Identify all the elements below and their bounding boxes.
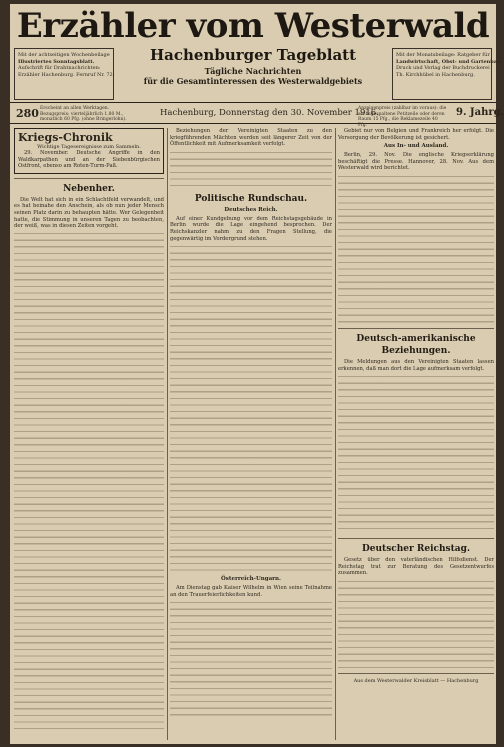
sub-heading: Österreich-Ungarn. (221, 576, 281, 583)
divider (14, 178, 164, 179)
right-info-box (392, 48, 503, 100)
right-info-line: Landwirtschaft, Obst- und Gartenbau. (396, 58, 503, 65)
text-filler (338, 374, 494, 534)
divider (338, 328, 494, 329)
newspaper-subtitle: Hachenburger Tageblatt (149, 46, 357, 64)
article-text: Gesetz über den vaterländischen Hilfsdienst. Der Reichstag trat zur Beratung des Gesetzentwurfes zusammen. (338, 557, 494, 577)
war-chronicle-subtitle: Wichtige Tagesereignisse zum Sammeln. (37, 144, 141, 150)
column-rule (335, 128, 336, 740)
text-filler (170, 600, 332, 720)
article-text: Die Meldungen aus den Vereinigten Staaten lassen erkennen, daß man dort die Lage aufmerksam verfolgt. (338, 358, 494, 372)
article-text: Gebiet nur von Belgien und Frankreich her erfolgt. Die Versorgung der Bevölkerung ist gesichert. (338, 128, 494, 141)
issue-number: 280 (16, 107, 39, 120)
left-info-line: Aufschrift für Drahtnachrichten: (18, 65, 101, 71)
text-filler (170, 150, 332, 190)
war-chronicle-text: 29. November. Deutsche Angriffe in den Waldkarpathen und an der Siebenbürgischen Ostfront, ebenso am Roten-Turm-Paß. (18, 150, 160, 170)
tagline-line-2: für die Gesamtinteressen des Westerwaldgebiets (143, 76, 363, 86)
war-chronicle-box (14, 128, 164, 174)
right-info-line: Th. Kirchhübel in Hachenburg. (396, 71, 475, 78)
left-info-line: Erzähler Hachenburg. Fernruf Nr. 72 (18, 71, 113, 78)
section-heading: Politische Rundschau. (194, 193, 308, 204)
dateline-bar (10, 102, 504, 128)
left-info-box (14, 48, 114, 100)
column-middle (170, 128, 332, 744)
newspaper-tagline (120, 66, 386, 86)
issue-date: Hachenburg, Donnerstag den 30. November 1916. (160, 108, 379, 118)
page-footer: Aus dem Westerwalder Kreisblatt — Hachenburg (353, 677, 479, 684)
masthead (10, 4, 503, 86)
article-text: Berlin, 29. Nov. Die englische Kriegserklärung beschäftigt die Presse. Hannover, 28. Nov. Aus dem Westerwald wird berichtet. (338, 152, 494, 172)
subscription-note: Erscheint an allen Werktagen. Bezugspreis: vierteljährlich 1.80 M., monatlich 60 Pfg. (ohne Bringerlohn). (40, 106, 127, 122)
volume-year: 9. Jahrg. (456, 107, 504, 118)
tagline-line-1: Tägliche Nachrichten (204, 66, 302, 76)
article-text: Am Dienstag gab Kaiser Wilhelm in Wien seine Teilnahme an den Trauerfeierlichkeiten kund. (170, 585, 332, 598)
article-heading: Nebenher. (63, 183, 115, 194)
column-rule (167, 128, 168, 740)
article-text: Die Welt hat sich in ein Schlachtfeld verwandelt, und es hat beinahe den Anschein, als ob nun jeder Mensch seinen Platz darin zu behaupten hätte. Wer Gelegenheit hatte, die Stimmung in unseren Tagen zu beobachten, der weiß, was in diesen Zeiten vorgeht. (14, 196, 164, 230)
right-info-line: Druck und Verlag der Buchdruckerei (396, 65, 490, 71)
sub-heading: Aus In- und Ausland. (383, 143, 449, 150)
newspaper-title: Erzähler vom Westerwald (16, 6, 490, 46)
section-heading: Deutsch-amerikanische Beziehungen. (356, 333, 476, 356)
war-chronicle-title: Kriegs-Chronik (18, 131, 113, 144)
sub-heading: Deutsches Reich. (224, 206, 278, 213)
article-text-filler (14, 231, 164, 731)
newspaper-page (10, 4, 504, 744)
text-filler (338, 579, 494, 669)
article-text: Auf einer Kundgebung vor dem Reichstagsgebäude in Berlin wurde die Lage eingehend besprochen. Der Reichskanzler nahm zu den Fragen Stellung, die gegenwärtig im Vordergrund stehen. (170, 215, 332, 242)
left-info-line: Mit der achtseitigen Wochenbeilage (18, 52, 110, 58)
text-filler (170, 244, 332, 574)
divider (338, 673, 494, 674)
article-text: Beziehungen der Vereinigten Staaten zu den kriegführenden Mächten werden seit längerer Zeit von der Öffentlichkeit mit Aufmerksamkeit verfolgt. (170, 128, 332, 148)
column-left (14, 128, 164, 744)
column-right (338, 128, 494, 744)
section-heading: Deutscher Reichstag. (361, 544, 471, 555)
advertising-note: Anzeigenpreis (zahlbar im voraus): die sechsgespaltene Petitzeile oder deren Raum 15 Pfg., die Reklamezeile 40 Pfg. (358, 106, 447, 128)
right-info-line: Mit der Monatsbeilage: Ratgeber für (396, 52, 490, 58)
left-info-line: Illustriertes Sonntagsblatt. (18, 58, 95, 65)
text-filler (338, 174, 494, 324)
divider (338, 538, 494, 539)
